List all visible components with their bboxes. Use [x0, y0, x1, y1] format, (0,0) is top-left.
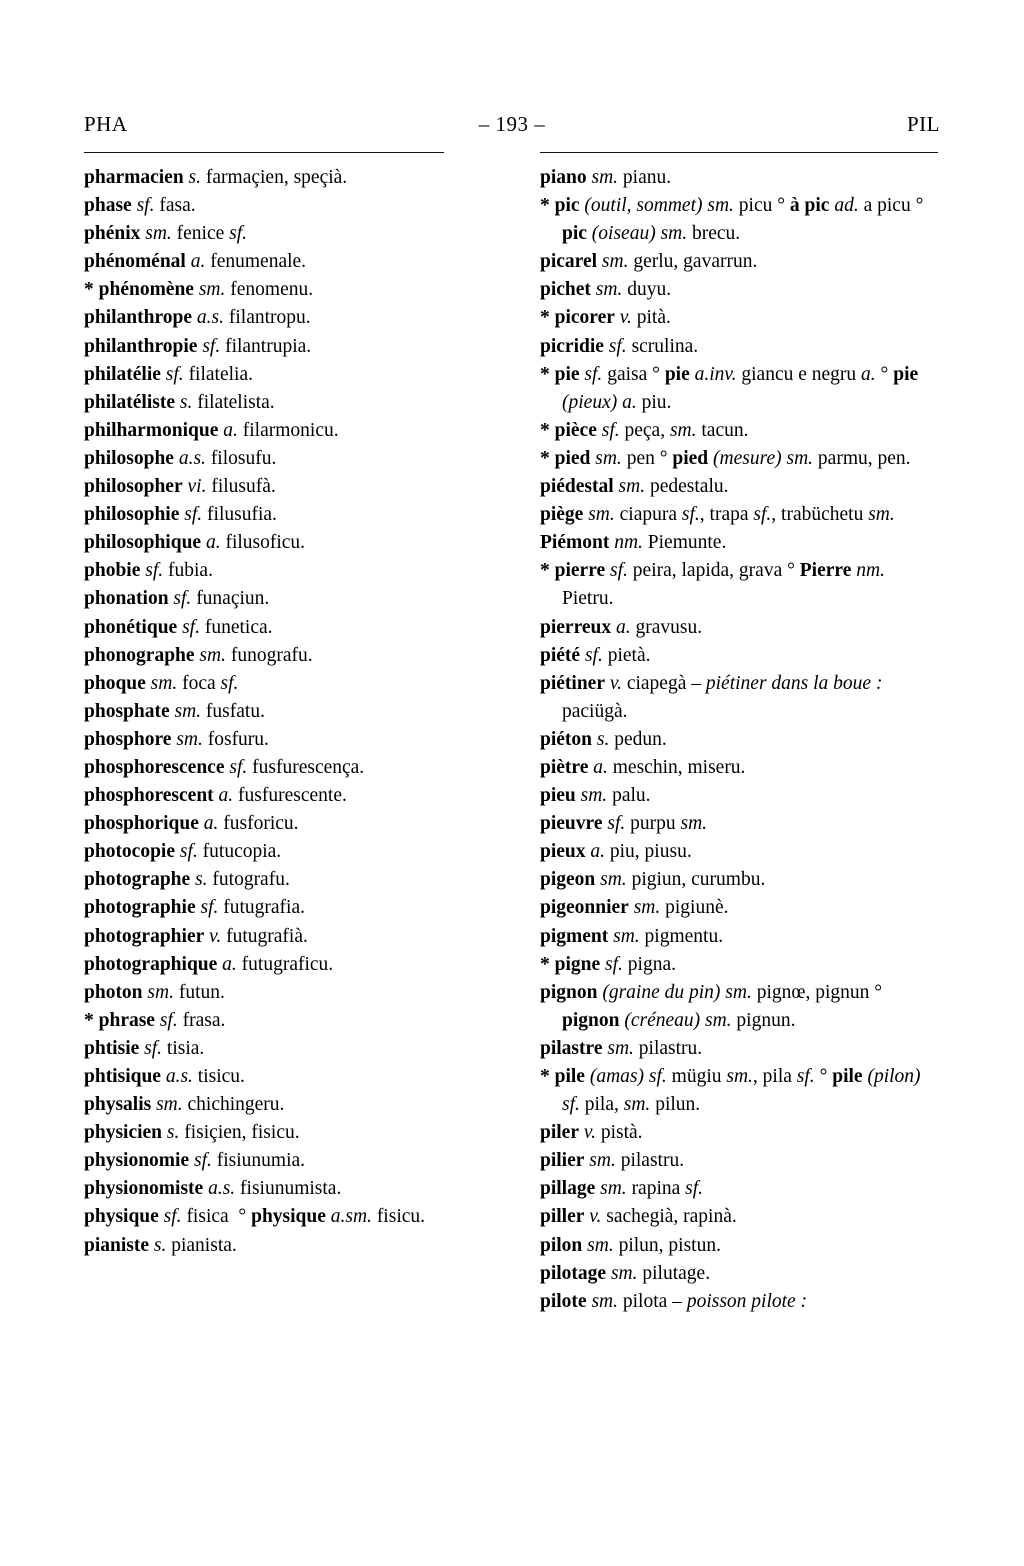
dictionary-entry: physique sf. fisica ° physique a.sm. fisicu. — [84, 1206, 426, 1228]
dictionary-entry: pilon sm. pilun, pistun. — [540, 1234, 721, 1256]
dictionary-entry: pigeonnier sm. pigiunè. — [540, 897, 729, 919]
dictionary-entry: piéton s. pedun. — [540, 728, 667, 750]
header-left-guideword: PHA — [84, 112, 128, 136]
dictionary-entry: * pile (amas) sf. mügiu sm., pila sf. ° pile (pilon) sf. pila, sm. pilun. — [540, 1066, 921, 1116]
dictionary-entry: philosophe a.s. filosufu. — [84, 447, 277, 469]
dictionary-entry: pignon (graine du pin) sm. pignœ, pignun ° pignon (créneau) sm. pignun. — [540, 981, 883, 1031]
dictionary-entry: phosphore sm. fosfuru. — [84, 728, 269, 750]
entry-marker: * — [540, 195, 555, 217]
dictionary-entry: philosopher vi. filusufà. — [84, 476, 276, 498]
dictionary-entry: * pie sf. gaisa ° pie a.inv. giancu e negru a. ° pie (pieux) a. piu. — [540, 363, 919, 413]
entry-marker: * — [84, 279, 99, 301]
dictionary-entry: physionomie sf. fisiunumia. — [84, 1150, 306, 1172]
dictionary-entry: * pic (outil, sommet) sm. picu ° à pic ad. a picu ° pic (oiseau) sm. brecu. — [540, 195, 924, 245]
dictionary-entry: phonétique sf. funetica. — [84, 616, 273, 638]
page-number: – 193 – — [478, 112, 546, 136]
dictionary-entry: phénoménal a. fenumenale. — [84, 251, 307, 273]
dictionary-entry: piler v. pistà. — [540, 1122, 643, 1144]
dictionary-entry: phénix sm. fenice sf. — [84, 223, 248, 245]
dictionary-entry: photocopie sf. futucopia. — [84, 841, 282, 863]
dictionary-entry: philosophique a. filusoficu. — [84, 532, 306, 554]
dictionary-entry: * pied sm. pen ° pied (mesure) sm. parmu, pen. — [540, 447, 911, 469]
dictionary-entry: piano sm. pianu. — [540, 167, 672, 188]
dictionary-entry: pilastre sm. pilastru. — [540, 1037, 703, 1059]
entry-marker: * — [540, 560, 555, 582]
dictionary-entry: pianiste s. pianista. — [84, 1234, 237, 1256]
entry-marker: * — [540, 363, 555, 385]
dictionary-entry: piller v. sachegià, rapinà. — [540, 1206, 737, 1228]
dictionary-entry: photon sm. futun. — [84, 981, 225, 1003]
dictionary-entry: * picorer v. pità. — [540, 307, 671, 329]
dictionary-entry: pieux a. piu, piusu. — [540, 841, 692, 863]
dictionary-entry: phtisie sf. tisia. — [84, 1037, 205, 1059]
dictionary-entry: philosophie sf. filusufia. — [84, 504, 277, 526]
dictionary-entry: philanthrope a.s. filantropu. — [84, 307, 311, 329]
dictionary-entry: pigeon sm. pigiun, curumbu. — [540, 869, 766, 891]
dictionary-entry: pharmacien s. farmaçien, speçià. — [84, 167, 348, 188]
dictionary-entry: phosphate sm. fusfatu. — [84, 700, 265, 722]
entry-marker: * — [540, 953, 555, 975]
dictionary-entry: physicien s. fisiçien, fisicu. — [84, 1122, 300, 1144]
dictionary-entry: pieuvre sf. purpu sm. — [540, 813, 708, 835]
dictionary-entry: physalis sm. chichingeru. — [84, 1094, 285, 1116]
dictionary-entry: piété sf. pietà. — [540, 644, 651, 666]
dictionary-entry: phobie sf. fubia. — [84, 560, 213, 582]
dictionary-entry: physionomiste a.s. fisiunumista. — [84, 1178, 342, 1200]
dictionary-entry: phonation sf. funaçiun. — [84, 588, 270, 610]
dictionary-entry: * pièce sf. peça, sm. tacun. — [540, 419, 749, 441]
dictionary-entry: photographe s. futografu. — [84, 869, 290, 891]
dictionary-entry: pilotage sm. pilutage. — [540, 1262, 711, 1284]
left-column — [84, 164, 454, 1260]
dictionary-entry: pilote sm. pilota – poisson pilote : — [540, 1290, 808, 1312]
dictionary-entry: piétiner v. ciapegà – piétiner dans la boue : paciügà. — [540, 672, 883, 722]
dictionary-entry: phoque sm. foca sf. — [84, 672, 239, 694]
dictionary-entry: * phénomène sm. fenomenu. — [84, 279, 314, 301]
dictionary-entry: philanthropie sf. filantrupia. — [84, 335, 312, 357]
dictionary-entry: * pierre sf. peira, lapida, grava ° Pierre nm. Pietru. — [540, 560, 885, 610]
dictionary-entry: phase sf. fasa. — [84, 195, 196, 217]
dictionary-entry: picridie sf. scrulina. — [540, 335, 699, 357]
entry-marker: * — [540, 307, 555, 329]
page-header — [84, 112, 940, 138]
dictionary-entry: phonographe sm. funografu. — [84, 644, 313, 666]
dictionary-entry: pieu sm. palu. — [540, 785, 651, 807]
dictionary-entry: piédestal sm. pedestalu. — [540, 476, 729, 498]
dictionary-entry: * phrase sf. frasa. — [84, 1009, 226, 1031]
dictionary-entry: philatéliste s. filatelista. — [84, 391, 275, 413]
dictionary-entry: phosphorique a. fusforicu. — [84, 813, 299, 835]
dictionary-entry: photographie sf. futugrafia. — [84, 897, 306, 919]
dictionary-entry: piège sm. ciapura sf., trapa sf., trabüchetu sm. — [540, 504, 895, 526]
dictionary-entry: piètre a. meschin, miseru. — [540, 756, 746, 778]
dictionary-entry: pillage sm. rapina sf. — [540, 1178, 704, 1200]
header-right-guideword: PIL — [907, 112, 940, 136]
header-rule-right — [540, 152, 938, 153]
dictionary-entry: pierreux a. gravusu. — [540, 616, 703, 638]
dictionary-entry: picarel sm. gerlu, gavarrun. — [540, 251, 758, 273]
entry-marker: * — [84, 1009, 99, 1031]
right-column — [540, 164, 940, 1316]
entry-marker: * — [540, 419, 555, 441]
dictionary-entry: pigment sm. pigmentu. — [540, 925, 724, 947]
dictionary-entry: photographier v. futugrafià. — [84, 925, 308, 947]
dictionary-entry: pilier sm. pilastru. — [540, 1150, 685, 1172]
header-rule-left — [84, 152, 444, 153]
dictionary-entry: philatélie sf. filatelia. — [84, 363, 253, 385]
dictionary-entry: phtisique a.s. tisicu. — [84, 1066, 245, 1087]
entry-marker: * — [540, 1066, 555, 1087]
dictionary-entry: Piémont nm. Piemunte. — [540, 532, 727, 554]
dictionary-entry: philharmonique a. filarmonicu. — [84, 419, 339, 441]
dictionary-entry: photographique a. futugraficu. — [84, 953, 334, 975]
dictionary-entry: * pigne sf. pigna. — [540, 953, 676, 975]
dictionary-entry: pichet sm. duyu. — [540, 279, 672, 301]
dictionary-entry: phosphorescent a. fusfurescente. — [84, 785, 347, 807]
dictionary-entry: phosphorescence sf. fusfurescença. — [84, 756, 365, 778]
entry-marker: * — [540, 447, 555, 469]
